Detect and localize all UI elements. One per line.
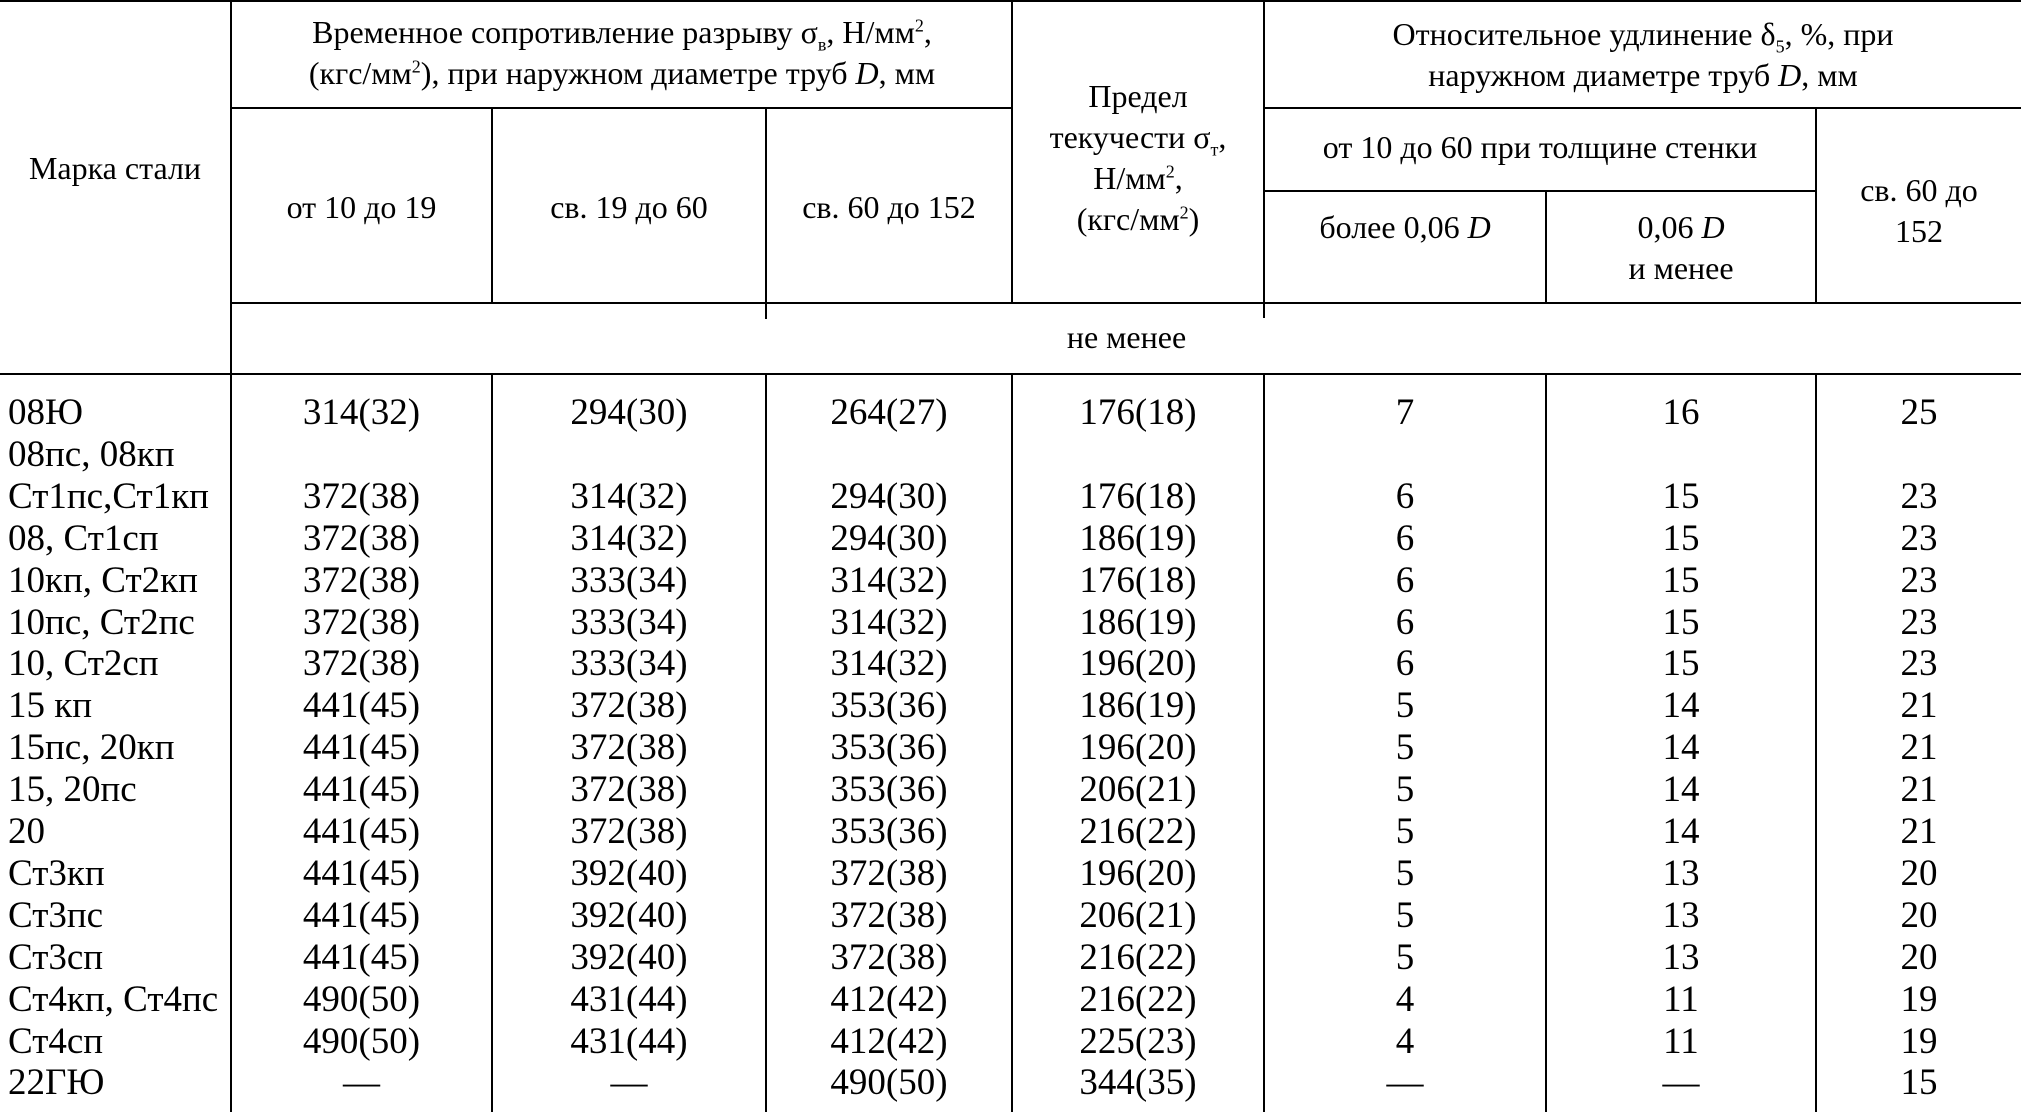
table-cell: 441(45) bbox=[302, 727, 421, 768]
table-cell: 441(45) bbox=[302, 685, 421, 726]
table-cell: 176(18) bbox=[1079, 560, 1197, 601]
table-cell: 6 bbox=[1395, 643, 1415, 684]
table-cell: 216(22) bbox=[1079, 811, 1197, 852]
table-cell: 264(27) bbox=[830, 392, 948, 433]
table-cell: 186(19) bbox=[1079, 685, 1197, 726]
table-cell: 176(18) bbox=[1079, 476, 1197, 517]
table-cell: 372(38) bbox=[570, 769, 688, 810]
header-elong-big: св. 60 до 152 bbox=[1860, 172, 1978, 249]
table-cell: 4 bbox=[1395, 979, 1415, 1020]
table-cell: 23 bbox=[1900, 476, 1938, 517]
table-cell: 21 bbox=[1900, 769, 1938, 810]
steel-grade: 15, 20пс bbox=[8, 769, 137, 810]
table-cell: 5 bbox=[1395, 895, 1415, 936]
table-cell: 11 bbox=[1663, 979, 1699, 1020]
table-cell: 441(45) bbox=[302, 937, 421, 978]
table-cell: 441(45) bbox=[302, 769, 421, 810]
table-cell: 21 bbox=[1900, 727, 1938, 768]
table-cell: 490(50) bbox=[302, 979, 421, 1020]
table-cell: 20 bbox=[1900, 937, 1938, 978]
table-cell: 314(32) bbox=[570, 518, 688, 559]
table-cell: 333(34) bbox=[570, 602, 688, 643]
table-cell: 21 bbox=[1900, 685, 1938, 726]
table-cell: 294(30) bbox=[830, 476, 948, 517]
table-cell: 196(20) bbox=[1079, 643, 1197, 684]
table-cell: 294(30) bbox=[570, 392, 688, 433]
table-cell: 372(38) bbox=[830, 937, 948, 978]
table-cell: 431(44) bbox=[570, 1021, 688, 1062]
header-grade: Марка стали bbox=[28, 150, 202, 186]
table-cell: 294(30) bbox=[830, 518, 948, 559]
table-cell: 392(40) bbox=[570, 895, 688, 936]
table-cell: 353(36) bbox=[830, 685, 948, 726]
table-cell: 225(23) bbox=[1079, 1021, 1197, 1062]
steel-grade: Ст1пс,Ст1кп bbox=[8, 476, 209, 517]
table-cell: 392(40) bbox=[570, 937, 688, 978]
table-cell: 19 bbox=[1900, 979, 1938, 1020]
table-cell: 206(21) bbox=[1079, 895, 1197, 936]
table-cell: 196(20) bbox=[1079, 853, 1197, 894]
table-cell: 16 bbox=[1662, 392, 1700, 433]
table-cell: 441(45) bbox=[302, 811, 421, 852]
table-cell: 14 bbox=[1662, 811, 1700, 852]
table-cell: 412(42) bbox=[830, 1021, 948, 1062]
table-cell: 21 bbox=[1900, 811, 1938, 852]
table-cell: 344(35) bbox=[1079, 1062, 1197, 1103]
table-cell: 14 bbox=[1662, 769, 1700, 810]
table-cell: 5 bbox=[1395, 769, 1415, 810]
table-cell: 314(32) bbox=[570, 476, 688, 517]
table-cell: 15 bbox=[1900, 1062, 1938, 1103]
table-cell: 372(38) bbox=[830, 853, 948, 894]
table-cell: 13 bbox=[1662, 937, 1700, 978]
table-cell: 372(38) bbox=[302, 518, 421, 559]
steel-grade: 08, Ст1сп bbox=[8, 518, 159, 559]
table-cell: 372(38) bbox=[302, 602, 421, 643]
table-cell: 392(40) bbox=[570, 853, 688, 894]
table-cell: 23 bbox=[1900, 560, 1938, 601]
table-cell: 216(22) bbox=[1079, 979, 1197, 1020]
steel-grade: 15пс, 20кп bbox=[8, 727, 175, 768]
table-cell: 372(38) bbox=[302, 643, 421, 684]
table-cell: 333(34) bbox=[570, 560, 688, 601]
steel-grade: Ст4кп, Ст4пс bbox=[8, 979, 219, 1020]
steel-grade: 08Ю bbox=[8, 392, 84, 433]
table-cell: 333(34) bbox=[570, 643, 688, 684]
steel-grade: 15 кп bbox=[8, 685, 93, 726]
table-cell: 5 bbox=[1395, 727, 1415, 768]
table-cell: 206(21) bbox=[1079, 769, 1197, 810]
table-cell: 15 bbox=[1662, 476, 1700, 517]
header-elong-more: более 0,06 D bbox=[1319, 209, 1491, 245]
header-yield: Предел текучести $\sigma_т$, $Н/мм^2$, $(кгс/мм^2)$ bbox=[1049, 78, 1227, 237]
steel-grade: Ст3пс bbox=[8, 895, 104, 936]
table-cell: 5 bbox=[1395, 937, 1415, 978]
table-cell: 372(38) bbox=[302, 476, 421, 517]
steel-grade: 10пс, Ст2пс bbox=[8, 602, 195, 643]
table-cell: 13 bbox=[1662, 853, 1700, 894]
table-cell: — bbox=[1386, 1062, 1424, 1103]
table-cell: 11 bbox=[1663, 1021, 1699, 1062]
table-cell: 15 bbox=[1662, 518, 1700, 559]
table-cell: 196(20) bbox=[1079, 727, 1197, 768]
header-strength-col-3: св. 60 до 152 bbox=[802, 189, 976, 225]
table-cell: 20 bbox=[1900, 895, 1938, 936]
table-cell: 7 bbox=[1395, 392, 1415, 433]
table-cell: 372(38) bbox=[830, 895, 948, 936]
steel-grade: Ст3сп bbox=[8, 937, 104, 978]
table-cell: 20 bbox=[1900, 853, 1938, 894]
table-cell: 15 bbox=[1662, 643, 1700, 684]
table-cell: 25 bbox=[1900, 392, 1938, 433]
table-cell: 314(32) bbox=[830, 643, 948, 684]
table-cell: — bbox=[1662, 1062, 1700, 1103]
table-cell: 431(44) bbox=[570, 979, 688, 1020]
table-cell: 314(32) bbox=[302, 392, 421, 433]
table-cell: 372(38) bbox=[570, 685, 688, 726]
steel-grade: 10, Ст2сп bbox=[8, 643, 159, 684]
table-cell: 15 bbox=[1662, 560, 1700, 601]
table-cell: 6 bbox=[1395, 518, 1415, 559]
table-cell: 5 bbox=[1395, 853, 1415, 894]
table-cell: 314(32) bbox=[830, 602, 948, 643]
table-cell: 353(36) bbox=[830, 769, 948, 810]
table-cell: 412(42) bbox=[830, 979, 948, 1020]
header-elong-less: 0,06 D и менее bbox=[1628, 209, 1734, 286]
table-cell: 23 bbox=[1900, 602, 1938, 643]
header-not-less: не менее bbox=[1066, 319, 1187, 355]
header-elong-group: Относительное удлинение $\delta_5$, %, при наружном диаметре труб D, мм bbox=[1392, 16, 1894, 93]
table-cell: 353(36) bbox=[830, 727, 948, 768]
table-cell: 372(38) bbox=[302, 560, 421, 601]
header-strength-col-2: св. 19 до 60 bbox=[550, 189, 708, 225]
table-cell: 314(32) bbox=[830, 560, 948, 601]
steel-grade: 20 bbox=[8, 811, 45, 852]
rule-header-mid-left bbox=[231, 107, 1012, 109]
table-cell: 176(18) bbox=[1079, 392, 1197, 433]
table-cell: 353(36) bbox=[830, 811, 948, 852]
table-cell: — bbox=[343, 1062, 380, 1103]
rule-header-bottom bbox=[231, 302, 2021, 304]
table-cell: 372(38) bbox=[570, 727, 688, 768]
table-cell: — bbox=[610, 1062, 648, 1103]
table-cell: 216(22) bbox=[1079, 937, 1197, 978]
steel-grade: 10кп, Ст2кп bbox=[8, 560, 198, 601]
table-cell: 15 bbox=[1662, 602, 1700, 643]
rule-header-mid-right bbox=[1264, 107, 2021, 109]
table-cell: 4 bbox=[1395, 1021, 1415, 1062]
table-cell: 23 bbox=[1900, 643, 1938, 684]
header-elong-sub: от 10 до 60 при толщине стенки bbox=[1322, 129, 1758, 165]
table-cell: 14 bbox=[1662, 727, 1700, 768]
table-cell: 490(50) bbox=[302, 1021, 421, 1062]
steel-grade: 08пс, 08кп bbox=[8, 434, 175, 475]
table-cell: 14 bbox=[1662, 685, 1700, 726]
table-cell: 372(38) bbox=[570, 811, 688, 852]
header-strength-group: Временное сопротивление разрыву $\sigma_в$, $Н/мм^2$, $(кгс/мм^2)$, при наружном диаметре труб D, мм bbox=[308, 14, 936, 91]
table-cell: 441(45) bbox=[302, 853, 421, 894]
rule-elong-sub bbox=[1264, 190, 1815, 192]
table-cell: 186(19) bbox=[1079, 518, 1197, 559]
header-strength-col-1: от 10 до 19 bbox=[286, 189, 437, 225]
steel-grade: 22ГЮ bbox=[8, 1062, 105, 1103]
table-cell: 186(19) bbox=[1079, 602, 1197, 643]
table-cell: 6 bbox=[1395, 476, 1415, 517]
table-cell: 6 bbox=[1395, 560, 1415, 601]
steel-grade: Ст4сп bbox=[8, 1021, 104, 1062]
table-cell: 490(50) bbox=[830, 1062, 948, 1103]
table-cell: 19 bbox=[1900, 1021, 1938, 1062]
table-cell: 23 bbox=[1900, 518, 1938, 559]
table-cell: 5 bbox=[1395, 811, 1415, 852]
steel-grade: Ст3кп bbox=[8, 853, 105, 894]
table-cell: 5 bbox=[1395, 685, 1415, 726]
table-cell: 6 bbox=[1395, 602, 1415, 643]
table-cell: 441(45) bbox=[302, 895, 421, 936]
table-cell: 13 bbox=[1662, 895, 1700, 936]
